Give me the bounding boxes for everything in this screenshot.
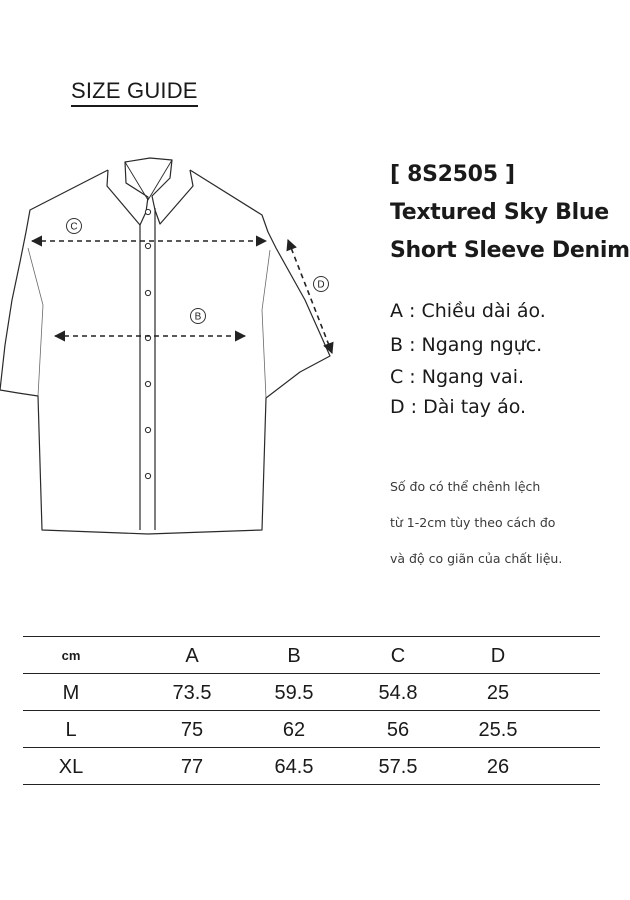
legend-c: C : Ngang vai. [390,366,525,388]
table-cell: 25 [486,682,510,704]
product-code: [ 8S2505 ] [390,162,515,187]
placket [140,208,155,530]
product-name-line1: Textured Sky Blue [390,200,609,225]
table-cell: 25.5 [478,719,518,741]
measure-line-d [288,240,332,353]
table-cell: 73.5 [172,682,212,704]
size-label: M [62,682,80,704]
shirt-diagram [0,150,360,550]
label-b: B [194,311,202,323]
legend-d: D : Dài tay áo. [390,396,527,418]
column-header-d: D [490,645,506,667]
table-cell: 59.5 [274,682,314,704]
table-row [23,747,600,785]
size-label: XL [58,756,84,778]
table-row [23,673,600,710]
legend-b: B : Ngang ngực. [390,334,543,356]
size-table [23,636,600,785]
product-name-line2: Short Sleeve Denim [390,238,630,263]
note-line: từ 1-2cm tùy theo cách đo [390,515,556,530]
button [145,427,150,432]
label-d: D [317,279,325,291]
table-cell: 64.5 [274,756,314,778]
legend-a: A : Chiều dài áo. [390,300,546,322]
button [145,473,150,478]
table-cell: 62 [282,719,306,741]
button [145,381,150,386]
size-label: L [65,719,77,741]
button [145,290,150,295]
note-line: Số đo có thể chênh lệch [390,479,541,494]
column-header-a: A [185,645,199,667]
table-cell: 57.5 [378,756,418,778]
collar [107,158,193,225]
table-cell: 77 [180,756,204,778]
column-header-c: C [390,645,406,667]
label-c: C [70,221,78,233]
table-row [23,710,600,747]
button [145,209,150,214]
column-header-b: B [287,645,301,667]
table-header-row [23,636,600,673]
button [145,243,150,248]
table-cell: 26 [486,756,510,778]
shirt-outline [0,170,330,534]
unit-header: cm [61,648,81,663]
page-title: SIZE GUIDE [71,78,198,107]
table-cell: 75 [180,719,204,741]
table-cell: 54.8 [378,682,418,704]
note-line: và độ co giãn của chất liệu. [390,551,563,566]
table-cell: 56 [386,719,410,741]
